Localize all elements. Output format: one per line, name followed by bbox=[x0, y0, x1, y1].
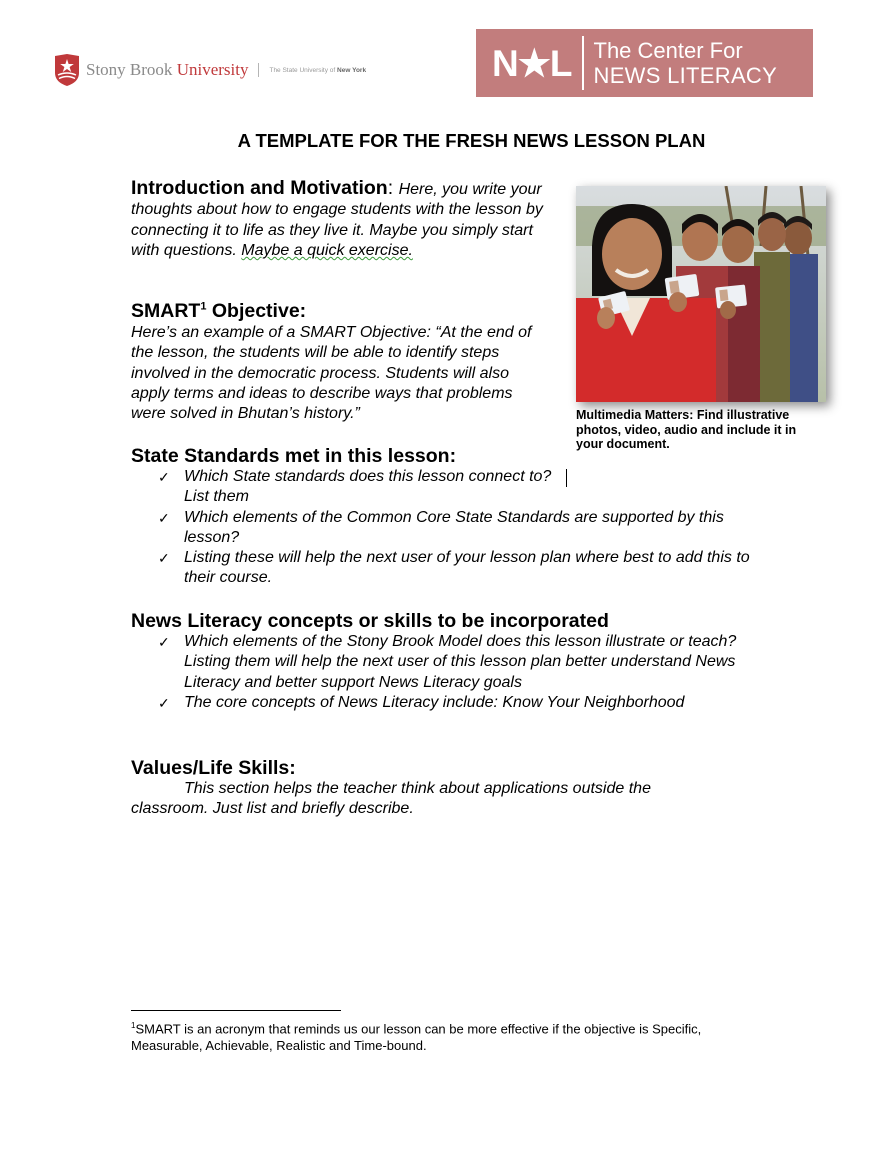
values-text: This section helps the teacher think about applications outside the classroom. Just list and briefly describe. bbox=[131, 780, 651, 818]
university-tagline: The State University of New York bbox=[269, 66, 367, 74]
footnote-text: SMART is an acronym that reminds us our lesson can be more effective if the objective is Specific, Measurable, Achievable, Realistic and Time-bound. bbox=[131, 1021, 702, 1054]
list-item: ✓ The core concepts of News Literacy include: Know Your Neighborhood bbox=[158, 693, 778, 713]
text-cursor bbox=[566, 469, 567, 487]
shield-icon bbox=[54, 53, 80, 87]
list-item: ✓ Which elements of the Stony Brook Model does this lesson illustrate or teach? Listing them will help the next user of this lesson plan better understand News Literacy and better support News Literacy goals bbox=[158, 632, 778, 693]
standards-heading: State Standards met in this lesson: bbox=[131, 445, 457, 467]
photo-caption: Multimedia Matters: Find illustrative photos, video, audio and include it in your document. bbox=[576, 408, 797, 451]
center-line-2: NEWS LITERACY bbox=[593, 63, 778, 88]
photo-image bbox=[576, 186, 826, 402]
university-name: Stony Brook University bbox=[86, 60, 249, 79]
news-literacy-heading: News Literacy concepts or skills to be incorporated bbox=[131, 610, 609, 632]
list-item: ✓ Which elements of the Common Core State Standards are supported by this lesson? bbox=[158, 508, 778, 549]
nl-star-mark: N★L bbox=[492, 42, 572, 84]
document-title: A TEMPLATE FOR THE FRESH NEWS LESSON PLAN bbox=[237, 130, 706, 151]
footnote bbox=[131, 1017, 751, 1054]
footnote-mark: 1 bbox=[131, 1021, 136, 1030]
footnote-rule bbox=[131, 1010, 341, 1011]
illustrative-photo bbox=[576, 186, 826, 402]
list-item: ✓ Which State standards does this lesson connect to? List them bbox=[158, 467, 778, 508]
intro-text-underlined: Maybe a quick exercise. bbox=[241, 241, 413, 259]
smart-heading: SMART$^1$ Objective: bbox=[131, 300, 307, 322]
checkmark-icon: ✓ bbox=[158, 550, 170, 567]
footnote-ref: 1 bbox=[200, 300, 207, 313]
news-literacy-logo bbox=[476, 29, 813, 97]
news-literacy-list bbox=[158, 632, 778, 713]
list-item: ✓ Listing these will help the next user of your lesson plan where best to add this to their course. bbox=[158, 548, 778, 589]
values-heading: Values/Life Skills: bbox=[131, 757, 296, 779]
checkmark-icon: ✓ bbox=[158, 469, 170, 485]
checkmark-icon: ✓ bbox=[158, 634, 170, 650]
smart-text: Here’s an example of a SMART Objective: “At the end of the lesson, the students will be able to identify steps involved in the democratic process. Students will also apply terms and ideas to describe ways that problems were solved in Bhutan’s history.” bbox=[131, 324, 532, 423]
intro-text: Here, you write your thoughts about how to engage students with the lesson by connecting it to life as they live it. Maybe you simply start with questions. bbox=[131, 181, 543, 259]
stony-brook-logo bbox=[54, 52, 366, 88]
intro-heading: Introduction and Motivation bbox=[131, 177, 388, 199]
logo-divider bbox=[582, 36, 584, 90]
center-line-1: The Center For bbox=[593, 38, 743, 63]
checkmark-icon: ✓ bbox=[158, 509, 170, 526]
intro-section: Introduction and Motivation: Here, you write your thoughts about how to engage students with the lesson by connecting it to life as they live it. Maybe you simply start with questions. Maybe a quick exercise. bbox=[131, 177, 543, 259]
checkmark-icon: ✓ bbox=[158, 694, 170, 711]
standards-list bbox=[158, 467, 778, 589]
logo-divider bbox=[258, 63, 259, 77]
